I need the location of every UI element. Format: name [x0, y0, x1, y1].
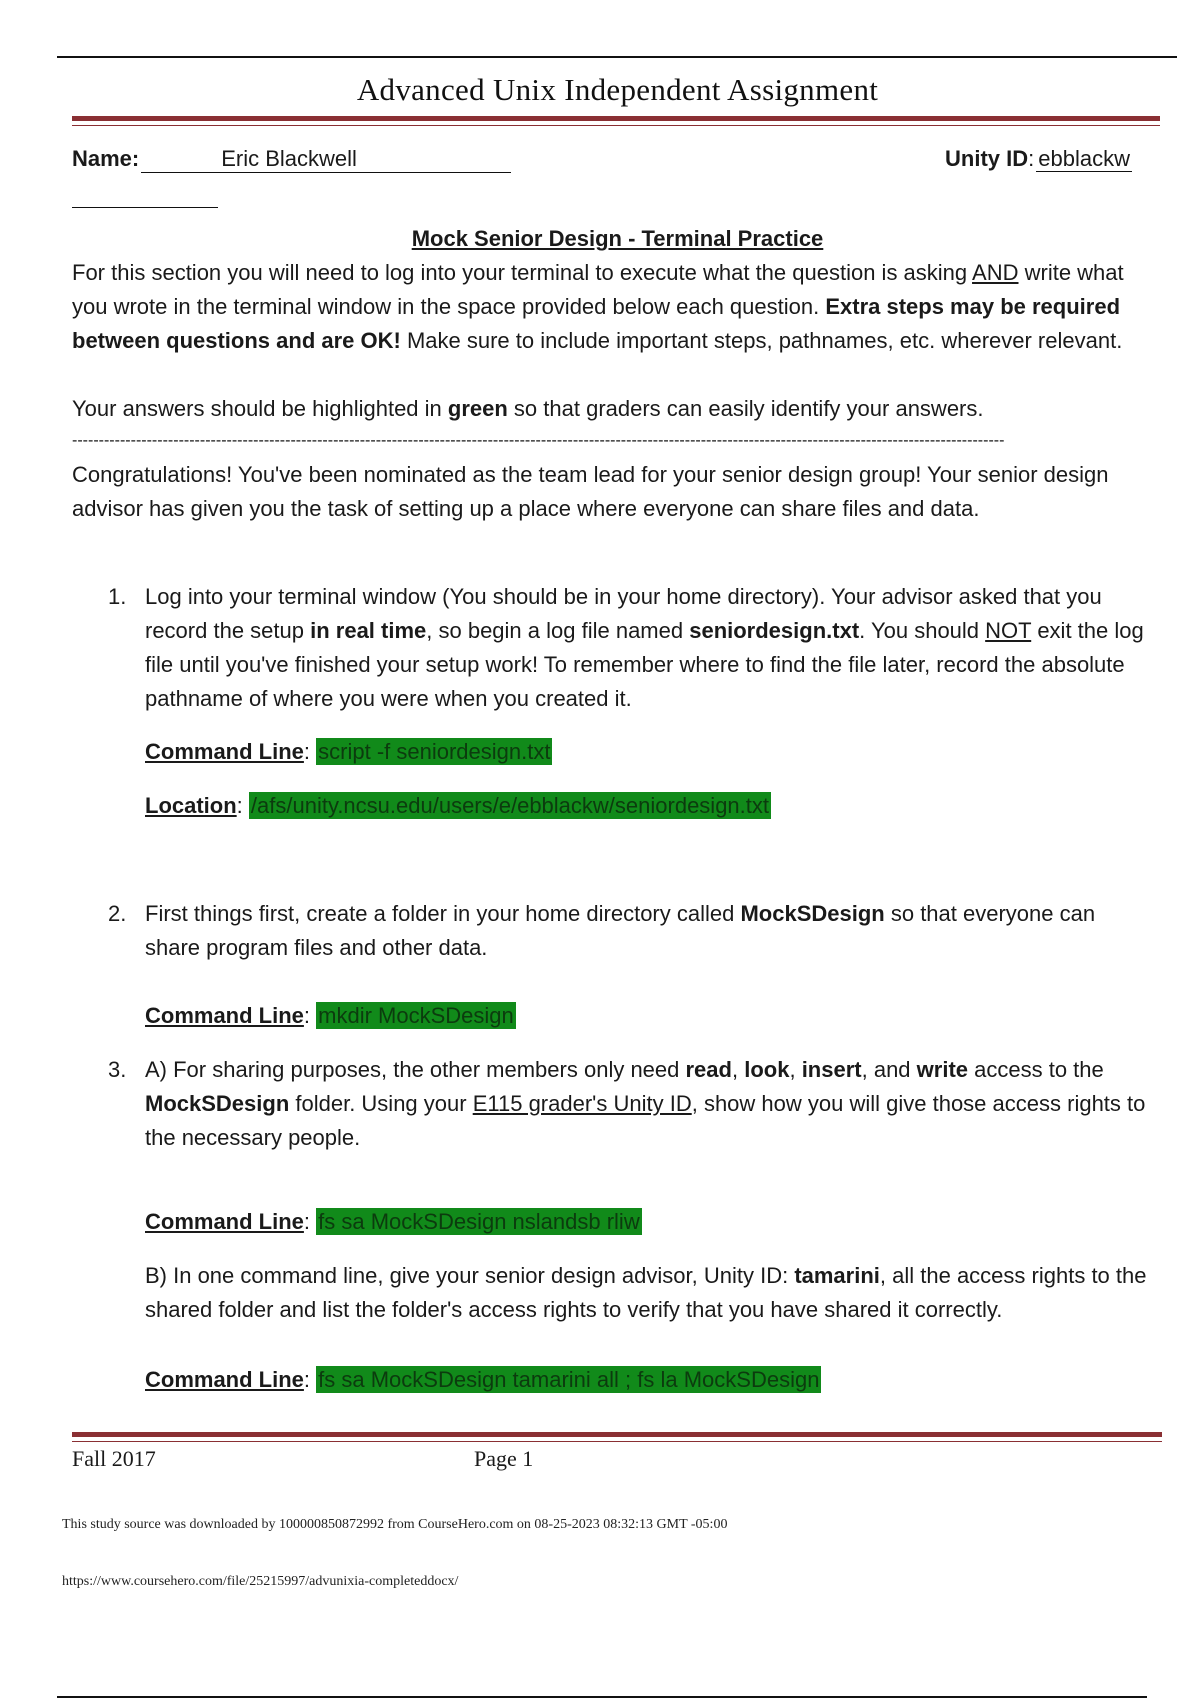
question-3a-command-row: Command Line: fs sa MockSDesign nslandsb rliw	[145, 1209, 640, 1234]
highlight-text-2: so that graders can easily identify your answers.	[507, 396, 984, 421]
intro-text-2: write what you wrote in the terminal window in the space provided below each question.	[72, 260, 1124, 319]
q3-sep-3: , and	[861, 1057, 917, 1082]
q3b-bold-advisor: tamarini	[794, 1263, 880, 1288]
q3b-text: B) In one command line, give your senior design advisor, Unity ID:	[145, 1263, 795, 1288]
q3-underline-grader: E115 grader's Unity ID	[472, 1091, 692, 1116]
q1-bold-realtime: in real time	[310, 618, 427, 643]
q3b-text-2: , all the access rights to the shared folder and list the folder's access rights to verify that you have shared it correctly.	[145, 1263, 1147, 1322]
footer-rule	[72, 1432, 1162, 1442]
question-1-text	[145, 580, 1155, 716]
question-3-number: 3.	[108, 1057, 127, 1082]
unity-id-label: Unity ID	[945, 146, 1029, 171]
page-bottom-border	[57, 1696, 1147, 1698]
q3-text: A) For sharing purposes, the other members only need	[145, 1057, 686, 1082]
header-rule	[72, 116, 1160, 126]
highlight-green-word: green	[447, 396, 508, 421]
question-3b-text	[145, 1259, 1155, 1327]
command-line-label: Command Line	[145, 1367, 304, 1392]
scenario-paragraph: Congratulations! You've been nominated as the team lead for your senior design group! Your senior design advisor has given you the task of setting up a place where everyone can share files and data.	[72, 462, 1109, 521]
source-url[interactable]: https://www.coursehero.com/file/25215997/advunixia-completeddocx/	[62, 1574, 459, 1589]
intro-text: For this section you will need to log into your terminal to execute what the question is asking	[72, 260, 973, 285]
download-source-note: This study source was downloaded by 100000850872992 from CourseHero.com on 08-25-2023 08:32:13 GMT -05:00	[62, 1517, 728, 1532]
q3-text-4: , show how you will give those access rights to the necessary people.	[145, 1091, 1146, 1150]
answer-highlight: fs sa MockSDesign tamarini all ; fs la MockSDesign	[318, 1367, 820, 1392]
highlight-instruction	[72, 392, 1152, 426]
answer-highlight: fs sa MockSDesign nslandsb rliw	[318, 1209, 640, 1234]
intro-paragraph	[72, 256, 1152, 358]
section-title: Mock Senior Design - Terminal Practice	[411, 226, 824, 251]
command-line-label: Command Line	[145, 1003, 304, 1028]
question-2-number: 2.	[108, 901, 127, 926]
q3-bold-insert: insert	[801, 1057, 862, 1082]
q1-underline-not: NOT	[985, 618, 1032, 643]
question-1-location-row: Location: /afs/unity.ncsu.edu/users/e/ebblackw/seniordesign.txt	[145, 793, 770, 818]
q3-bold-folder: MockSDesign	[145, 1091, 290, 1116]
name-underline-continuation	[72, 207, 218, 208]
answer-highlight: mkdir MockSDesign	[318, 1003, 514, 1028]
intro-bold-note: Extra steps may be required between questions and are OK!	[72, 294, 1121, 353]
q3-bold-read: read	[685, 1057, 732, 1082]
footer-page-number: Page 1	[474, 1446, 534, 1471]
q3-text-2: access to the	[968, 1057, 1104, 1082]
unity-id-colon: :	[1028, 146, 1035, 171]
q2-text-2: so that everyone can share program files and other data.	[145, 901, 1096, 960]
question-2-text	[145, 897, 1155, 965]
dashed-separator: -------------------------------------------------------------------------------------------------------------------------------------------------------------------------------	[72, 432, 1005, 449]
answer-highlight: /afs/unity.ncsu.edu/users/e/ebblackw/seniordesign.txt	[250, 793, 770, 818]
intro-and: AND	[972, 260, 1019, 285]
q2-text: First things first, create a folder in your home directory called	[145, 901, 741, 926]
q1-text-2: , so begin a log file named	[426, 618, 690, 643]
q3-sep-1: ,	[731, 1057, 745, 1082]
footer-term: Fall 2017	[72, 1446, 156, 1471]
question-3b-command-row: Command Line: fs sa MockSDesign tamarini all ; fs la MockSDesign	[145, 1367, 820, 1392]
page-top-border	[57, 56, 1177, 58]
name-row	[72, 146, 1132, 173]
unity-id-block	[945, 146, 1132, 172]
question-3a-text	[145, 1053, 1155, 1155]
document-title: Advanced Unix Independent Assignment	[356, 72, 879, 107]
command-line-label: Command Line	[145, 739, 304, 764]
q1-text: Log into your terminal window (You should be in your home directory). Your advisor asked that you record the setup	[145, 584, 1102, 643]
q3-bold-write: write	[916, 1057, 969, 1082]
name-value: Eric Blackwell	[141, 146, 511, 173]
q3-bold-look: look	[744, 1057, 790, 1082]
highlight-text: Your answers should be highlighted in	[72, 396, 448, 421]
q3-text-3: folder. Using your	[289, 1091, 473, 1116]
question-2-command-row: Command Line: mkdir MockSDesign	[145, 1003, 514, 1028]
name-label: Name:	[72, 146, 140, 171]
intro-text-3: Make sure to include important steps, pathnames, etc. wherever relevant.	[400, 328, 1123, 353]
unity-id-value: ebblackw	[1038, 146, 1130, 171]
q2-bold-folder: MockSDesign	[740, 901, 885, 926]
q3-sep-2: ,	[789, 1057, 802, 1082]
location-label: Location	[145, 793, 237, 818]
q1-text-3: . You should	[859, 618, 986, 643]
command-line-label: Command Line	[145, 1209, 304, 1234]
q1-text-4: exit the log file until you've finished your setup work! To remember where to find the file later, record the absolute pathname of where you were when you created it.	[145, 618, 1144, 711]
answer-highlight: script -f seniordesign.txt	[318, 739, 551, 764]
question-1-command-row: Command Line: script -f seniordesign.txt	[145, 739, 551, 764]
question-1-number: 1.	[108, 584, 127, 609]
q1-bold-filename: seniordesign.txt	[689, 618, 860, 643]
